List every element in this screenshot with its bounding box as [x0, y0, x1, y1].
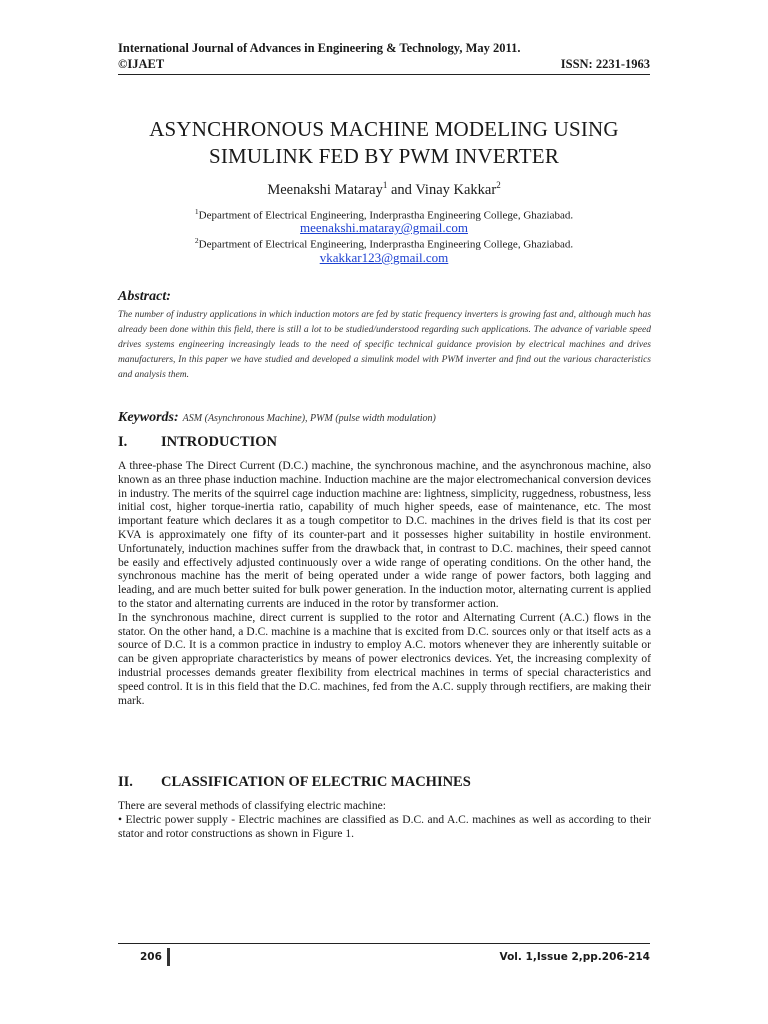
header-divider [118, 74, 650, 75]
title-line-2: SIMULINK FED BY PWM INVERTER [208, 144, 560, 168]
author-conjunction: and [387, 181, 416, 198]
paper-title [100, 116, 668, 170]
email-link-1[interactable]: meenakshi.mataray@gmail.com [300, 220, 468, 235]
affiliation-text: Department of Electrical Engineering, Inderprastha Engineering College, Ghaziabad. [198, 209, 574, 222]
abstract-text: The number of industry applications in which induction motors are fed by static frequency inverters is growing fast and, although much has already been done within this field, there is still a lot to be studied/understood regarding such applications. The advance of variable speed drives systems engineering increasingly leads to the need of specific technical guidance provision by electrical machines and drives manufacturers, In this paper we have studied and developed a simulink model with PWM inverter and find out the various characteristics and analysis them. [118, 310, 651, 380]
author-superscript: 2 [496, 180, 501, 190]
affiliation-superscript: 1 [194, 207, 199, 216]
issn-text: ISSN: 2231-1963 [560, 57, 650, 71]
keywords-text: ASM (Asynchronous Machine), PWM (pulse width modulation) [182, 413, 436, 424]
footer-divider [118, 943, 650, 944]
keywords-heading: Keywords: [118, 410, 179, 425]
paragraph: There are several methods of classifying electric machine: [118, 800, 386, 812]
introduction-body [118, 460, 651, 708]
abstract-heading: Abstract: [118, 289, 171, 304]
section-number: II. [118, 774, 133, 790]
author-superscript: 1 [382, 180, 388, 190]
section-title: CLASSIFICATION OF ELECTRIC MACHINES [161, 774, 471, 790]
author-list [100, 180, 668, 199]
section-title: INTRODUCTION [161, 434, 278, 450]
email-link-2[interactable]: vkakkar123@gmail.com [319, 250, 449, 265]
author-name: Meenakshi Mataray [267, 181, 383, 198]
section-number: I. [118, 434, 128, 450]
author-name: Vinay Kakkar [415, 181, 497, 198]
paragraph: • Electric power supply - Electric machines are classified as D.C. and A.C. machines as well as according to their stator and rotor constructions as shown in Figure 1. [118, 813, 651, 840]
affiliation-2 [100, 236, 668, 251]
affiliation-text: Department of Electrical Engineering, Inderprastha Engineering College, Ghaziabad. [198, 238, 574, 251]
copyright-text: ©IJAET [118, 57, 165, 71]
section-heading-classification [118, 774, 471, 791]
classification-body [118, 800, 651, 841]
footer-separator [167, 948, 170, 966]
paragraph: A three-phase The Direct Current (D.C.) machine, the synchronous machine, and the asynchronous machine, also known as an three phase induction machine. Induction machine are the major electromechanical conversion devices in industry. The merits of the squirrel cage induction machine are: lightness, simplicity, ruggedness, robustness, less initial cost, higher torque-inertia ratio, capability of much higher speeds, ease of maintenance, etc. The most important feature which declares it as a tough competitor to D.C. machines in the drives field is that its cost per KVA is approximately one fifty of its counter-part and it possesses higher suitability in hostile environment. Unfortunately, induction machines suffer from the drawback that, in contrast to D.C. machines, their speed cannot be easily and effectively adjusted continuously over a wide range of operating conditions. On the other hand, the synchronous machine has the merit of being operated under a wide range of power factors, both lagging and leading, and are much better suited for bulk power generation. In the induction motor, alternating current is applied to the stator and alternating currents are induced in the rotor by transformer action. [118, 460, 651, 610]
section-heading-introduction [118, 434, 277, 451]
affiliation-superscript: 2 [194, 236, 199, 245]
journal-header: International Journal of Advances in Engineering & Technology, May 2011. [118, 41, 521, 55]
volume-info: Vol. 1,Issue 2,pp.206-214 [499, 951, 650, 963]
title-line-1: ASYNCHRONOUS MACHINE MODELING USING [149, 117, 619, 141]
journal-subheader [118, 57, 650, 72]
page-number: 206 [140, 951, 162, 963]
paragraph: In the synchronous machine, direct current is supplied to the rotor and Alternating Current (A.C.) flows in the stator. On the other hand, a D.C. machine is a machine that is excited from D.C. sources only or that itself acts as a source of D.C. It is a common practice in industry to employ A.C. motors whenever they are inherently suitable or can be given appropriate characteristics by means of power electronics devices. Yet, the increasing complexity of industrial processes demands greater flexibility from electrical machines in terms of special characteristics and speed control. It is in this field that the D.C. machines, fed from the A.C. supply through rectifiers, are making their mark. [118, 611, 651, 707]
keywords-line [118, 408, 436, 426]
